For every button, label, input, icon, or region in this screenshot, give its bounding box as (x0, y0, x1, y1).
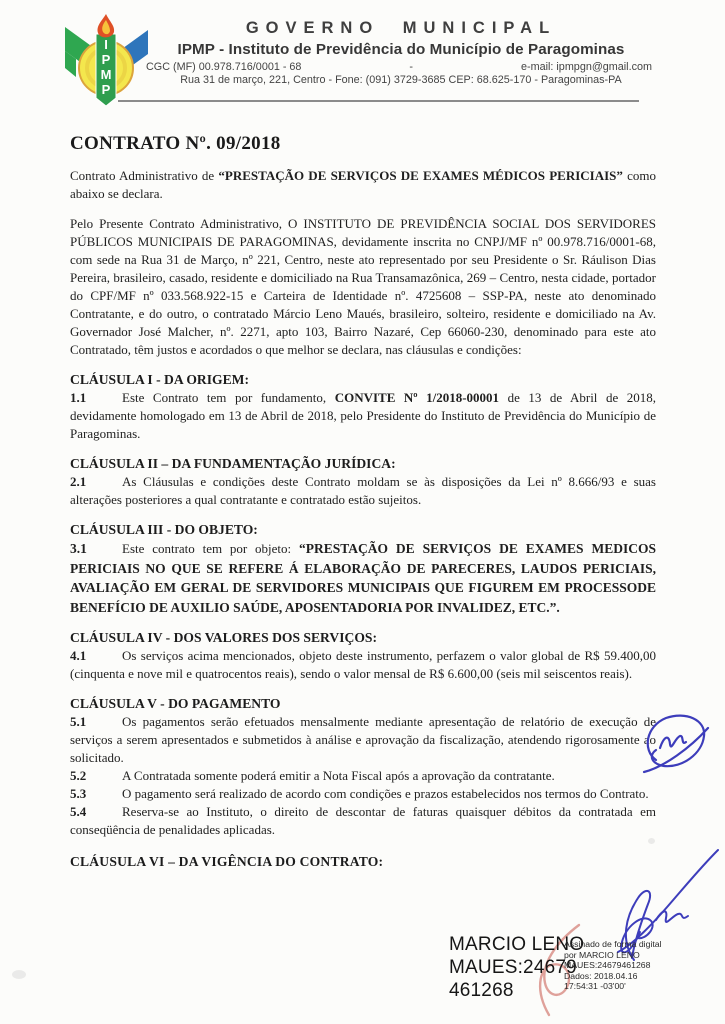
contract-title: CONTRATO Nº. 09/2018 (70, 133, 281, 154)
item-text: Este Contrato tem por fundamento, (122, 390, 335, 405)
clause-item-5-4 (70, 803, 656, 839)
clause-3-heading: CLÁUSULA III - DO OBJETO: (70, 522, 258, 537)
item-bold-text: CONVITE Nº 1/2018-00001 (334, 390, 500, 405)
item-number: 5.1 (70, 714, 87, 729)
signature-name-line: MAUES:24679 (449, 957, 577, 978)
logo-letter: M (100, 67, 112, 82)
item-bold-text: “PRESTAÇÃO DE SERVIÇOS DE EXAMES MEDICOS PERICIAIS NO QUE SE REFERE Á ELABORAÇÃO DE PARECERES, LAUDOS PERICIAIS, AVALIAÇÃO EM GERAL DE SERVIDORES MUNICIPAIS QUE FIGUREM EM PROCESSODE BENEFÍCIO DE AUXILIO SAÚDE, APOSENTADORIA POR INVALIDEZ, ETC.”. (70, 541, 656, 615)
logo-letter: P (101, 82, 111, 97)
item-number: 4.1 (70, 648, 87, 663)
item-text: Os serviços acima mencionados, objeto deste instrumento, perfazem o valor global de R$ 59.400,00 (cinquenta e nove mil e quatrocentos reais), sendo o valor mensal de R$ 6.600,00 (seis mil seiscentos reais). (70, 648, 656, 681)
item-text: Este contrato tem por objeto: (122, 541, 299, 556)
item-text: Os pagamentos serão efetuados mensalmente mediante apresentação de relatório de execução de serviços a serem apresentados e submetidos à análise e aprovação da fiscalização, atendendo rigorosamente ao solicitado. (70, 714, 656, 765)
email-text: e-mail: ipmpgn@gmail.com (521, 61, 652, 73)
preamble-paragraph: Pelo Presente Contrato Administrativo, O INSTITUTO DE PREVIDÊNCIA SOCIAL DOS SERVIDORES PÚBLICOS MUNICIPAIS DE PARAGOMINAS, devidamente inscrita no CNPJ/MF nº 00.978.716/0001-68, com sede na Rua 31 de Março, nº 221, Centro, neste ato representado por seu Presidente o Sr. Ráulison Dias Pereira, brasileiro, casado, residente e domiciliado na Rua Transamazônica, 269 – Centro, nesta cidade, portador do CPF/MF nº 033.568.922-15 e Carteira de Identidade nº. 4725608 – SSP-PA, neste ato denominado Contratante, e do outro, o contratado Márcio Leno Maués, brasileiro, solteiro, residente e domiciliado na Av. Governador José Malcher, nº. 2271, apto 103, Bairro Nazaré, Cep 66060-230, denominado para este ato Contratado, têm justos e acordados o que melhor se declara, nas cláusulas e condições: (70, 216, 656, 357)
clause-item-2-1 (70, 473, 656, 509)
logo-letter: I (104, 37, 108, 52)
signature-detail-line: MAUES:24679461268 (564, 960, 651, 971)
clause-item-4-1 (70, 647, 656, 683)
government-line: GOVERNO MUNICIPAL (245, 19, 557, 37)
address-line: Rua 31 de março, 221, Centro - Fone: (091) 3729-3685 CEP: 68.625-170 - Paragominas-PA (180, 74, 622, 86)
signature-name-line: 461268 (449, 980, 514, 1001)
logo-letter: P (101, 52, 111, 67)
item-text-post: de 13 de Abril de 2018, devidamente homologado em 13 de Abril de 2018, pelo Presidente do Instituto de Previdência do Município de Paragominas. (70, 390, 656, 441)
separator-dash: - (409, 61, 414, 73)
digital-signature-details (564, 939, 684, 992)
item-text: O pagamento será realizado de acordo com condições e prazos estabelecidos nos termos do Contrato. (122, 786, 649, 801)
clause-item-5-2 (70, 767, 656, 785)
intro-text: Contrato Administrativo de (70, 168, 219, 183)
signature-detail-line: Assinado de forma digital (564, 939, 662, 949)
signature-detail-line: por MARCIO LENO (564, 949, 640, 960)
intro-bold-text: “PRESTAÇÃO DE SERVIÇOS DE EXAMES MÉDICOS PERICIAIS” (218, 168, 623, 183)
item-number: 5.4 (70, 804, 87, 819)
clause-item-3-1 (70, 539, 656, 617)
scan-smudge (12, 970, 26, 979)
item-text: Reserva-se ao Instituto, o direito de descontar de faturas quaisquer débitos da contratada em conseqüência de penalidades aplicadas. (70, 804, 656, 837)
contract-body (70, 0, 656, 871)
item-number: 2.1 (70, 474, 87, 489)
digital-signature-name (449, 933, 585, 1002)
item-number: 5.2 (70, 768, 87, 783)
clause-item-5-3 (70, 785, 656, 803)
item-number: 5.3 (70, 786, 87, 801)
institute-name: IPMP - Instituto de Previdência do Município de Paragominas (177, 41, 625, 58)
item-number: 1.1 (70, 390, 87, 405)
scan-smudge (648, 838, 655, 844)
clause-2-heading: CLÁUSULA II – DA FUNDAMENTAÇÃO JURÍDICA: (70, 456, 396, 471)
clause-4-heading: CLÁUSULA IV - DOS VALORES DOS SERVIÇOS: (70, 630, 377, 645)
clause-item-5-1 (70, 713, 656, 767)
signature-detail-line: 17:54:31 -03'00' (564, 981, 626, 992)
item-text: A Contratada somente poderá emitir a Nota Fiscal após a aprovação da contratante. (122, 768, 555, 783)
signature-name-line: MARCIO LENO (449, 934, 585, 955)
clause-item-1-1 (70, 389, 656, 443)
signature-detail-line: Dados: 2018.04.16 (564, 970, 638, 981)
intro-paragraph (70, 167, 656, 203)
item-text: As Cláusulas e condições deste Contrato moldam se às disposições da Lei nº 8.666/93 e suas alterações posteriores a qual contratante e contratado estão sujeitos. (70, 474, 656, 507)
item-number: 3.1 (70, 541, 87, 556)
cgc-number: CGC (MF) 00.978.716/0001 - 68 (146, 61, 302, 73)
intro-text-post: como abaixo se declara. (70, 168, 656, 201)
clause-5-heading: CLÁUSULA V - DO PAGAMENTO (70, 696, 281, 711)
clause-6-heading: CLÁUSULA VI – DA VIGÊNCIA DO CONTRATO: (70, 854, 384, 869)
clause-1-heading: CLÁUSULA I - DA ORIGEM: (70, 372, 250, 387)
